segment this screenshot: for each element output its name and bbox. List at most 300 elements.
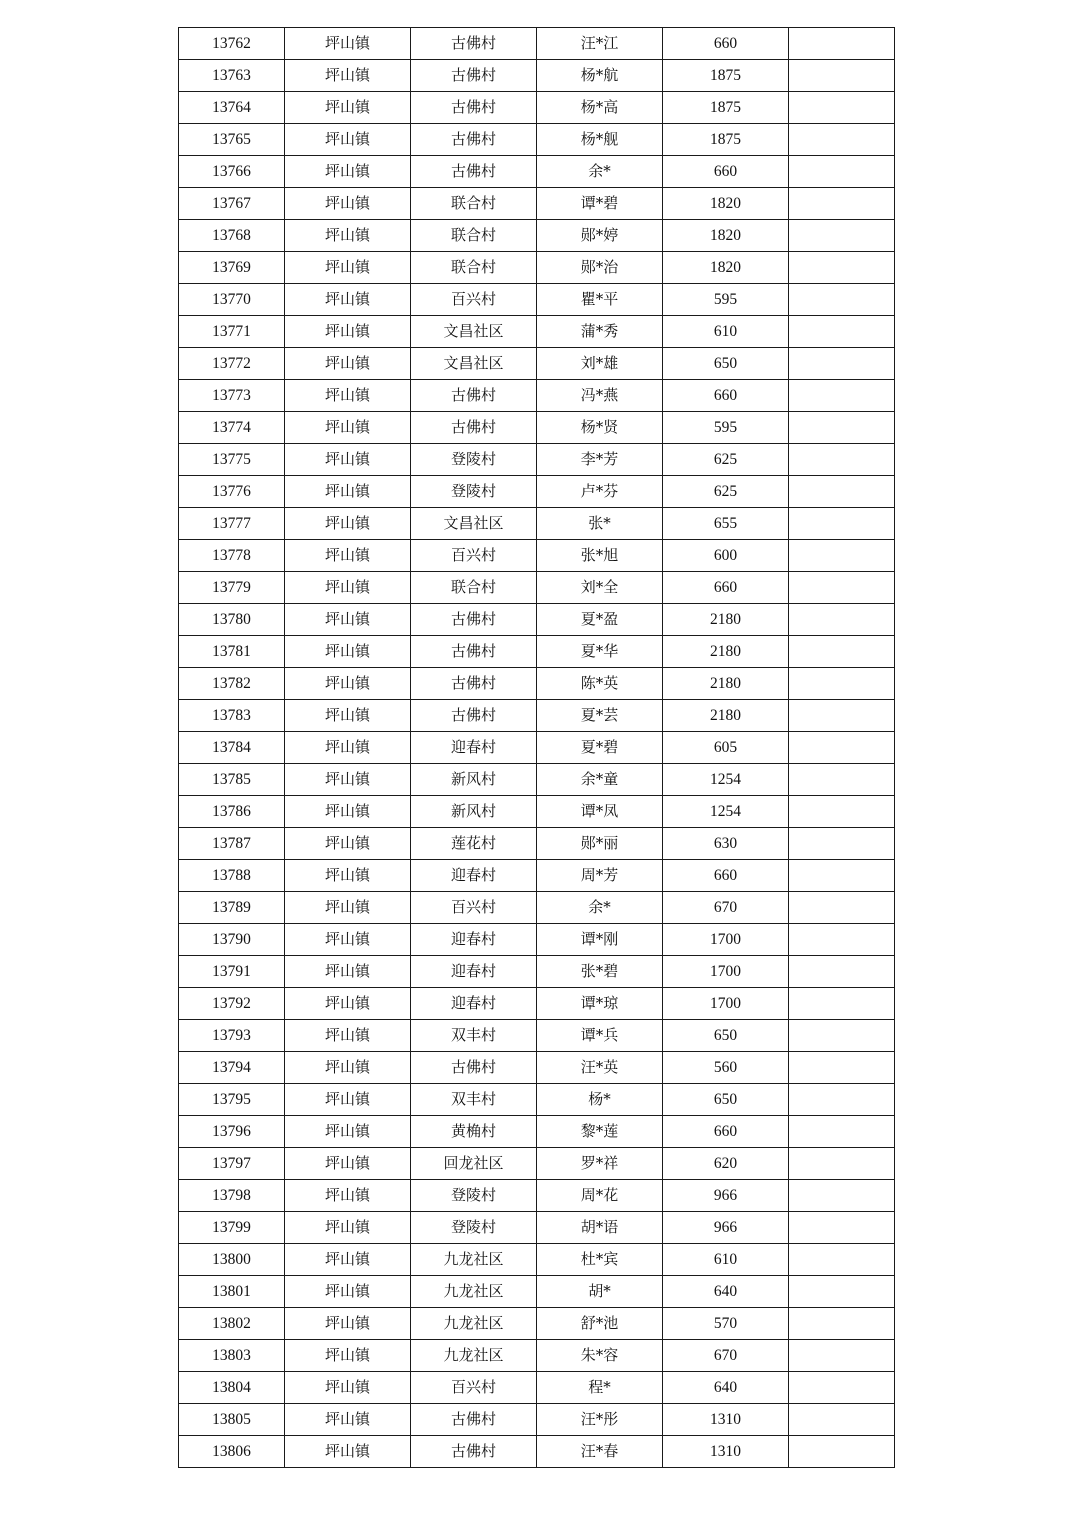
amount-cell: 1310 <box>663 1404 789 1436</box>
name-cell: 黎*莲 <box>537 1116 663 1148</box>
remark-cell <box>789 1148 895 1180</box>
town-cell: 坪山镇 <box>285 1052 411 1084</box>
name-cell: 周*芳 <box>537 860 663 892</box>
town-cell: 坪山镇 <box>285 1308 411 1340</box>
town-cell: 坪山镇 <box>285 1148 411 1180</box>
village-cell: 古佛村 <box>411 700 537 732</box>
amount-cell: 595 <box>663 412 789 444</box>
amount-cell: 600 <box>663 540 789 572</box>
town-cell: 坪山镇 <box>285 1404 411 1436</box>
remark-cell <box>789 252 895 284</box>
name-cell: 郧*丽 <box>537 828 663 860</box>
table-row <box>179 572 895 604</box>
village-cell: 登陵村 <box>411 1212 537 1244</box>
town-cell: 坪山镇 <box>285 732 411 764</box>
serial-number-cell: 13777 <box>179 508 285 540</box>
amount-cell: 625 <box>663 476 789 508</box>
serial-number-cell: 13783 <box>179 700 285 732</box>
serial-number-cell: 13794 <box>179 1052 285 1084</box>
town-cell: 坪山镇 <box>285 28 411 60</box>
town-cell: 坪山镇 <box>285 252 411 284</box>
village-cell: 古佛村 <box>411 1436 537 1468</box>
serial-number-cell: 13793 <box>179 1020 285 1052</box>
village-cell: 双丰村 <box>411 1084 537 1116</box>
village-cell: 新风村 <box>411 796 537 828</box>
amount-cell: 1254 <box>663 764 789 796</box>
serial-number-cell: 13789 <box>179 892 285 924</box>
town-cell: 坪山镇 <box>285 540 411 572</box>
serial-number-cell: 13762 <box>179 28 285 60</box>
table-row <box>179 924 895 956</box>
amount-cell: 1310 <box>663 1436 789 1468</box>
town-cell: 坪山镇 <box>285 828 411 860</box>
table-row <box>179 1244 895 1276</box>
village-cell: 莲花村 <box>411 828 537 860</box>
village-cell: 联合村 <box>411 252 537 284</box>
village-cell: 古佛村 <box>411 92 537 124</box>
serial-number-cell: 13775 <box>179 444 285 476</box>
serial-number-cell: 13800 <box>179 1244 285 1276</box>
serial-number-cell: 13796 <box>179 1116 285 1148</box>
serial-number-cell: 13770 <box>179 284 285 316</box>
amount-cell: 660 <box>663 156 789 188</box>
town-cell: 坪山镇 <box>285 284 411 316</box>
table-row <box>179 668 895 700</box>
serial-number-cell: 13779 <box>179 572 285 604</box>
name-cell: 郧*婷 <box>537 220 663 252</box>
table-row <box>179 252 895 284</box>
table-row <box>179 220 895 252</box>
town-cell: 坪山镇 <box>285 1276 411 1308</box>
amount-cell: 605 <box>663 732 789 764</box>
serial-number-cell: 13766 <box>179 156 285 188</box>
table-row <box>179 764 895 796</box>
village-cell: 九龙社区 <box>411 1244 537 1276</box>
remark-cell <box>789 860 895 892</box>
name-cell: 张* <box>537 508 663 540</box>
table-row <box>179 1308 895 1340</box>
town-cell: 坪山镇 <box>285 572 411 604</box>
remark-cell <box>789 668 895 700</box>
remark-cell <box>789 1180 895 1212</box>
table-row <box>179 188 895 220</box>
serial-number-cell: 13781 <box>179 636 285 668</box>
remark-cell <box>789 508 895 540</box>
serial-number-cell: 13780 <box>179 604 285 636</box>
amount-cell: 660 <box>663 1116 789 1148</box>
serial-number-cell: 13795 <box>179 1084 285 1116</box>
town-cell: 坪山镇 <box>285 1436 411 1468</box>
serial-number-cell: 13767 <box>179 188 285 220</box>
town-cell: 坪山镇 <box>285 1244 411 1276</box>
amount-cell: 966 <box>663 1212 789 1244</box>
town-cell: 坪山镇 <box>285 316 411 348</box>
name-cell: 汪*英 <box>537 1052 663 1084</box>
town-cell: 坪山镇 <box>285 60 411 92</box>
remark-cell <box>789 892 895 924</box>
remark-cell <box>789 316 895 348</box>
name-cell: 张*碧 <box>537 956 663 988</box>
amount-cell: 1700 <box>663 924 789 956</box>
serial-number-cell: 13778 <box>179 540 285 572</box>
town-cell: 坪山镇 <box>285 380 411 412</box>
town-cell: 坪山镇 <box>285 1020 411 1052</box>
remark-cell <box>789 1212 895 1244</box>
village-cell: 文昌社区 <box>411 508 537 540</box>
village-cell: 文昌社区 <box>411 348 537 380</box>
name-cell: 夏*华 <box>537 636 663 668</box>
name-cell: 朱*容 <box>537 1340 663 1372</box>
name-cell: 夏*盈 <box>537 604 663 636</box>
table-row <box>179 1276 895 1308</box>
town-cell: 坪山镇 <box>285 860 411 892</box>
name-cell: 张*旭 <box>537 540 663 572</box>
town-cell: 坪山镇 <box>285 764 411 796</box>
table-row <box>179 380 895 412</box>
amount-cell: 1875 <box>663 92 789 124</box>
remark-cell <box>789 540 895 572</box>
village-cell: 双丰村 <box>411 1020 537 1052</box>
table-row <box>179 1404 895 1436</box>
remark-cell <box>789 988 895 1020</box>
village-cell: 百兴村 <box>411 284 537 316</box>
name-cell: 舒*池 <box>537 1308 663 1340</box>
table-row <box>179 1116 895 1148</box>
serial-number-cell: 13801 <box>179 1276 285 1308</box>
name-cell: 夏*碧 <box>537 732 663 764</box>
table-row <box>179 124 895 156</box>
name-cell: 瞿*平 <box>537 284 663 316</box>
amount-cell: 670 <box>663 892 789 924</box>
name-cell: 杨*舰 <box>537 124 663 156</box>
serial-number-cell: 13771 <box>179 316 285 348</box>
serial-number-cell: 13788 <box>179 860 285 892</box>
name-cell: 夏*芸 <box>537 700 663 732</box>
amount-cell: 595 <box>663 284 789 316</box>
serial-number-cell: 13774 <box>179 412 285 444</box>
town-cell: 坪山镇 <box>285 444 411 476</box>
town-cell: 坪山镇 <box>285 700 411 732</box>
amount-cell: 2180 <box>663 636 789 668</box>
village-cell: 联合村 <box>411 188 537 220</box>
village-cell: 黄桷村 <box>411 1116 537 1148</box>
remark-cell <box>789 1244 895 1276</box>
amount-cell: 1820 <box>663 220 789 252</box>
name-cell: 谭*刚 <box>537 924 663 956</box>
name-cell: 余*童 <box>537 764 663 796</box>
table-row <box>179 444 895 476</box>
name-cell: 谭*碧 <box>537 188 663 220</box>
amount-cell: 570 <box>663 1308 789 1340</box>
amount-cell: 650 <box>663 1020 789 1052</box>
amount-cell: 2180 <box>663 700 789 732</box>
town-cell: 坪山镇 <box>285 1084 411 1116</box>
serial-number-cell: 13764 <box>179 92 285 124</box>
name-cell: 蒲*秀 <box>537 316 663 348</box>
name-cell: 杨*航 <box>537 60 663 92</box>
amount-cell: 650 <box>663 1084 789 1116</box>
table-row <box>179 1436 895 1468</box>
village-cell: 古佛村 <box>411 636 537 668</box>
serial-number-cell: 13804 <box>179 1372 285 1404</box>
town-cell: 坪山镇 <box>285 892 411 924</box>
amount-cell: 1254 <box>663 796 789 828</box>
village-cell: 迎春村 <box>411 860 537 892</box>
amount-cell: 630 <box>663 828 789 860</box>
table-row <box>179 412 895 444</box>
serial-number-cell: 13773 <box>179 380 285 412</box>
remark-cell <box>789 92 895 124</box>
serial-number-cell: 13791 <box>179 956 285 988</box>
remark-cell <box>789 348 895 380</box>
town-cell: 坪山镇 <box>285 924 411 956</box>
serial-number-cell: 13787 <box>179 828 285 860</box>
table-row <box>179 796 895 828</box>
remark-cell <box>789 956 895 988</box>
name-cell: 谭*琼 <box>537 988 663 1020</box>
village-cell: 古佛村 <box>411 124 537 156</box>
town-cell: 坪山镇 <box>285 92 411 124</box>
village-cell: 古佛村 <box>411 412 537 444</box>
table-row <box>179 988 895 1020</box>
town-cell: 坪山镇 <box>285 636 411 668</box>
name-cell: 杨*高 <box>537 92 663 124</box>
town-cell: 坪山镇 <box>285 1180 411 1212</box>
town-cell: 坪山镇 <box>285 508 411 540</box>
village-cell: 联合村 <box>411 220 537 252</box>
amount-cell: 1700 <box>663 956 789 988</box>
name-cell: 刘*全 <box>537 572 663 604</box>
table-row <box>179 540 895 572</box>
amount-cell: 660 <box>663 28 789 60</box>
town-cell: 坪山镇 <box>285 220 411 252</box>
name-cell: 卢*芬 <box>537 476 663 508</box>
village-cell: 登陵村 <box>411 1180 537 1212</box>
serial-number-cell: 13765 <box>179 124 285 156</box>
amount-cell: 610 <box>663 1244 789 1276</box>
amount-cell: 1875 <box>663 124 789 156</box>
serial-number-cell: 13797 <box>179 1148 285 1180</box>
remark-cell <box>789 156 895 188</box>
table-row <box>179 732 895 764</box>
table-row <box>179 348 895 380</box>
amount-cell: 610 <box>663 316 789 348</box>
village-cell: 古佛村 <box>411 28 537 60</box>
serial-number-cell: 13786 <box>179 796 285 828</box>
serial-number-cell: 13769 <box>179 252 285 284</box>
remark-cell <box>789 476 895 508</box>
table-row <box>179 92 895 124</box>
name-cell: 周*花 <box>537 1180 663 1212</box>
town-cell: 坪山镇 <box>285 412 411 444</box>
village-cell: 古佛村 <box>411 1052 537 1084</box>
amount-cell: 620 <box>663 1148 789 1180</box>
name-cell: 胡*语 <box>537 1212 663 1244</box>
village-cell: 登陵村 <box>411 444 537 476</box>
village-cell: 联合村 <box>411 572 537 604</box>
name-cell: 谭*兵 <box>537 1020 663 1052</box>
remark-cell <box>789 1020 895 1052</box>
town-cell: 坪山镇 <box>285 476 411 508</box>
name-cell: 郧*治 <box>537 252 663 284</box>
village-cell: 百兴村 <box>411 1372 537 1404</box>
village-cell: 新风村 <box>411 764 537 796</box>
amount-cell: 625 <box>663 444 789 476</box>
remark-cell <box>789 380 895 412</box>
remark-cell <box>789 412 895 444</box>
remark-cell <box>789 572 895 604</box>
name-cell: 刘*雄 <box>537 348 663 380</box>
village-cell: 古佛村 <box>411 60 537 92</box>
remark-cell <box>789 1340 895 1372</box>
table-row <box>179 604 895 636</box>
town-cell: 坪山镇 <box>285 1372 411 1404</box>
amount-cell: 650 <box>663 348 789 380</box>
table-row <box>179 860 895 892</box>
name-cell: 冯*燕 <box>537 380 663 412</box>
village-cell: 回龙社区 <box>411 1148 537 1180</box>
town-cell: 坪山镇 <box>285 668 411 700</box>
serial-number-cell: 13784 <box>179 732 285 764</box>
serial-number-cell: 13785 <box>179 764 285 796</box>
remark-cell <box>789 444 895 476</box>
amount-cell: 2180 <box>663 604 789 636</box>
name-cell: 汪*彤 <box>537 1404 663 1436</box>
table-row <box>179 892 895 924</box>
serial-number-cell: 13768 <box>179 220 285 252</box>
table-row <box>179 1020 895 1052</box>
remark-cell <box>789 60 895 92</box>
serial-number-cell: 13776 <box>179 476 285 508</box>
town-cell: 坪山镇 <box>285 1340 411 1372</box>
village-cell: 九龙社区 <box>411 1340 537 1372</box>
serial-number-cell: 13799 <box>179 1212 285 1244</box>
serial-number-cell: 13790 <box>179 924 285 956</box>
name-cell: 汪*春 <box>537 1436 663 1468</box>
town-cell: 坪山镇 <box>285 956 411 988</box>
serial-number-cell: 13806 <box>179 1436 285 1468</box>
table-row <box>179 156 895 188</box>
name-cell: 汪*江 <box>537 28 663 60</box>
remark-cell <box>789 28 895 60</box>
amount-cell: 640 <box>663 1372 789 1404</box>
town-cell: 坪山镇 <box>285 124 411 156</box>
village-cell: 登陵村 <box>411 476 537 508</box>
table-row <box>179 508 895 540</box>
name-cell: 杨* <box>537 1084 663 1116</box>
name-cell: 程* <box>537 1372 663 1404</box>
remark-cell <box>789 1372 895 1404</box>
table-row <box>179 700 895 732</box>
table-row <box>179 60 895 92</box>
table-row <box>179 476 895 508</box>
remark-cell <box>789 284 895 316</box>
town-cell: 坪山镇 <box>285 796 411 828</box>
table-row <box>179 828 895 860</box>
table-row <box>179 284 895 316</box>
table-row <box>179 1372 895 1404</box>
name-cell: 陈*英 <box>537 668 663 700</box>
remark-cell <box>789 828 895 860</box>
name-cell: 李*芳 <box>537 444 663 476</box>
amount-cell: 560 <box>663 1052 789 1084</box>
table-body <box>179 28 895 1468</box>
town-cell: 坪山镇 <box>285 1212 411 1244</box>
table-row <box>179 636 895 668</box>
amount-cell: 2180 <box>663 668 789 700</box>
amount-cell: 1700 <box>663 988 789 1020</box>
serial-number-cell: 13792 <box>179 988 285 1020</box>
remark-cell <box>789 1084 895 1116</box>
town-cell: 坪山镇 <box>285 604 411 636</box>
remark-cell <box>789 604 895 636</box>
serial-number-cell: 13805 <box>179 1404 285 1436</box>
table-row <box>179 1212 895 1244</box>
village-cell: 百兴村 <box>411 540 537 572</box>
amount-cell: 660 <box>663 860 789 892</box>
table-row <box>179 28 895 60</box>
amount-cell: 1820 <box>663 188 789 220</box>
name-cell: 杜*宾 <box>537 1244 663 1276</box>
remark-cell <box>789 636 895 668</box>
amount-cell: 640 <box>663 1276 789 1308</box>
remark-cell <box>789 188 895 220</box>
serial-number-cell: 13782 <box>179 668 285 700</box>
village-cell: 迎春村 <box>411 924 537 956</box>
village-cell: 古佛村 <box>411 604 537 636</box>
remark-cell <box>789 1052 895 1084</box>
village-cell: 古佛村 <box>411 156 537 188</box>
remark-cell <box>789 1436 895 1468</box>
remark-cell <box>789 700 895 732</box>
table-row <box>179 1052 895 1084</box>
name-cell: 余* <box>537 892 663 924</box>
village-cell: 迎春村 <box>411 988 537 1020</box>
table-row <box>179 316 895 348</box>
village-cell: 迎春村 <box>411 732 537 764</box>
name-cell: 杨*贤 <box>537 412 663 444</box>
name-cell: 余* <box>537 156 663 188</box>
amount-cell: 655 <box>663 508 789 540</box>
serial-number-cell: 13798 <box>179 1180 285 1212</box>
serial-number-cell: 13763 <box>179 60 285 92</box>
village-cell: 百兴村 <box>411 892 537 924</box>
village-cell: 古佛村 <box>411 380 537 412</box>
town-cell: 坪山镇 <box>285 348 411 380</box>
name-cell: 罗*祥 <box>537 1148 663 1180</box>
subsidy-list-table <box>178 27 895 1468</box>
table-row <box>179 1084 895 1116</box>
table-row <box>179 1340 895 1372</box>
town-cell: 坪山镇 <box>285 988 411 1020</box>
town-cell: 坪山镇 <box>285 156 411 188</box>
remark-cell <box>789 1116 895 1148</box>
remark-cell <box>789 924 895 956</box>
town-cell: 坪山镇 <box>285 1116 411 1148</box>
amount-cell: 670 <box>663 1340 789 1372</box>
town-cell: 坪山镇 <box>285 188 411 220</box>
amount-cell: 1820 <box>663 252 789 284</box>
village-cell: 文昌社区 <box>411 316 537 348</box>
remark-cell <box>789 124 895 156</box>
village-cell: 古佛村 <box>411 1404 537 1436</box>
village-cell: 古佛村 <box>411 668 537 700</box>
table-row <box>179 1180 895 1212</box>
remark-cell <box>789 732 895 764</box>
amount-cell: 966 <box>663 1180 789 1212</box>
remark-cell <box>789 796 895 828</box>
serial-number-cell: 13802 <box>179 1308 285 1340</box>
